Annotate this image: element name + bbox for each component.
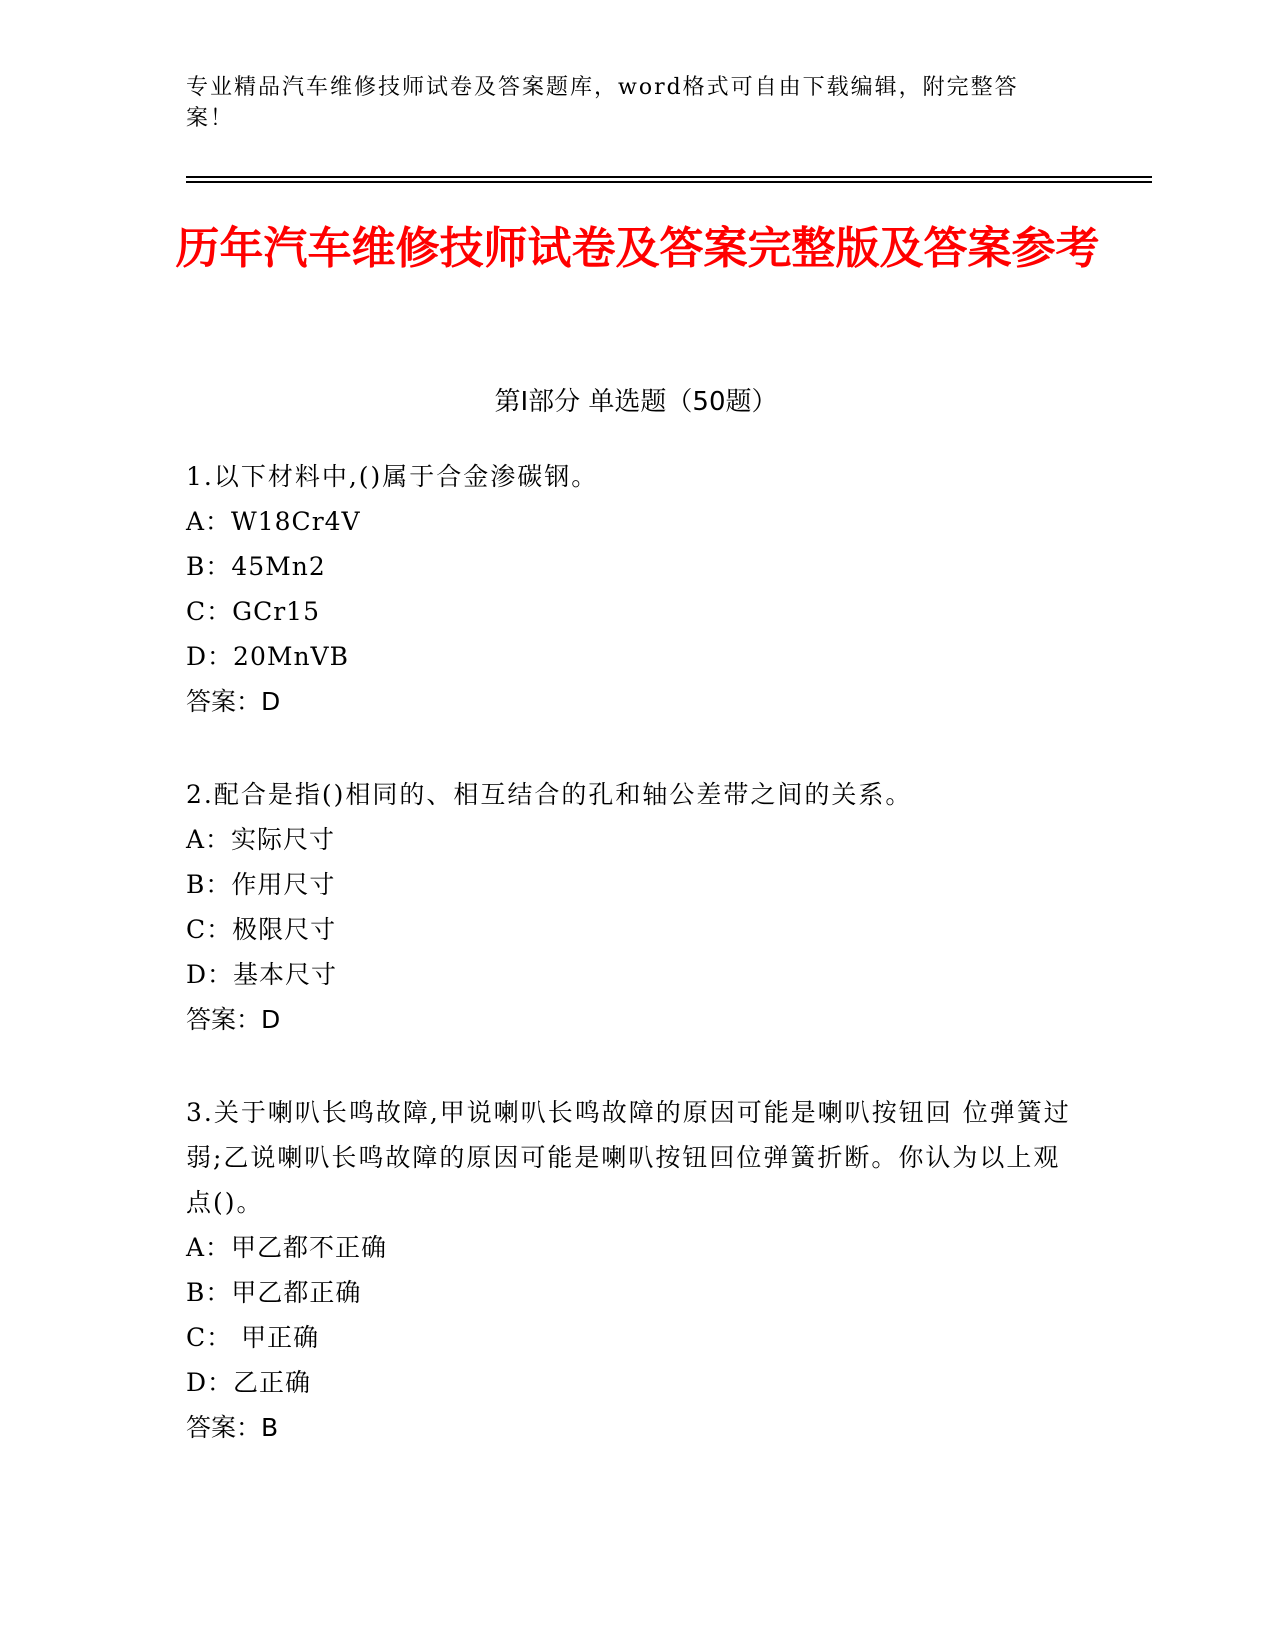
option-b: B：甲乙都正确	[186, 1278, 362, 1307]
option-c: C： 甲正确	[186, 1323, 320, 1352]
option-a: A：实际尺寸	[186, 825, 336, 854]
header-divider-top	[186, 176, 1152, 178]
question-stem: 3.关于喇叭长鸣故障,甲说喇叭长鸣故障的原因可能是喇叭按钮回 位弹簧过弱;乙说喇叭长鸣故障的原因可能是喇叭按钮回位弹簧折断。你认为以上观点()。	[186, 1098, 1071, 1217]
header-divider-bottom	[186, 181, 1152, 183]
option-a: A：W18Cr4V	[186, 507, 361, 536]
question-stem: 1.以下材料中,()属于合金渗碳钢。	[186, 462, 599, 491]
option-b: B：45Mn2	[186, 552, 326, 581]
question-stem: 2.配合是指()相同的、相互结合的孔和轴公差带之间的关系。	[186, 780, 913, 809]
option-d: D：乙正确	[186, 1368, 312, 1397]
question-3	[186, 1090, 1086, 1450]
option-a: A：甲乙都不正确	[186, 1233, 388, 1262]
option-d: D：20MnVB	[186, 642, 349, 671]
question-2	[186, 772, 1086, 1042]
section-heading: 第Ⅰ部分 单选题（50题）	[494, 387, 778, 417]
header-note: 专业精品汽车维修技师试卷及答案题库，word格式可自由下载编辑，附完整答案！	[186, 75, 1019, 131]
answer: 答案：D	[186, 687, 281, 716]
option-d: D：基本尺寸	[186, 960, 338, 989]
question-1	[186, 454, 1086, 724]
answer: 答案：B	[186, 1413, 279, 1442]
option-c: C：极限尺寸	[186, 915, 337, 944]
option-b: B：作用尺寸	[186, 870, 336, 899]
answer: 答案：D	[186, 1005, 281, 1034]
option-c: C：GCr15	[186, 597, 320, 626]
page-title: 历年汽车维修技师试卷及答案完整版及答案参考	[175, 223, 1100, 274]
